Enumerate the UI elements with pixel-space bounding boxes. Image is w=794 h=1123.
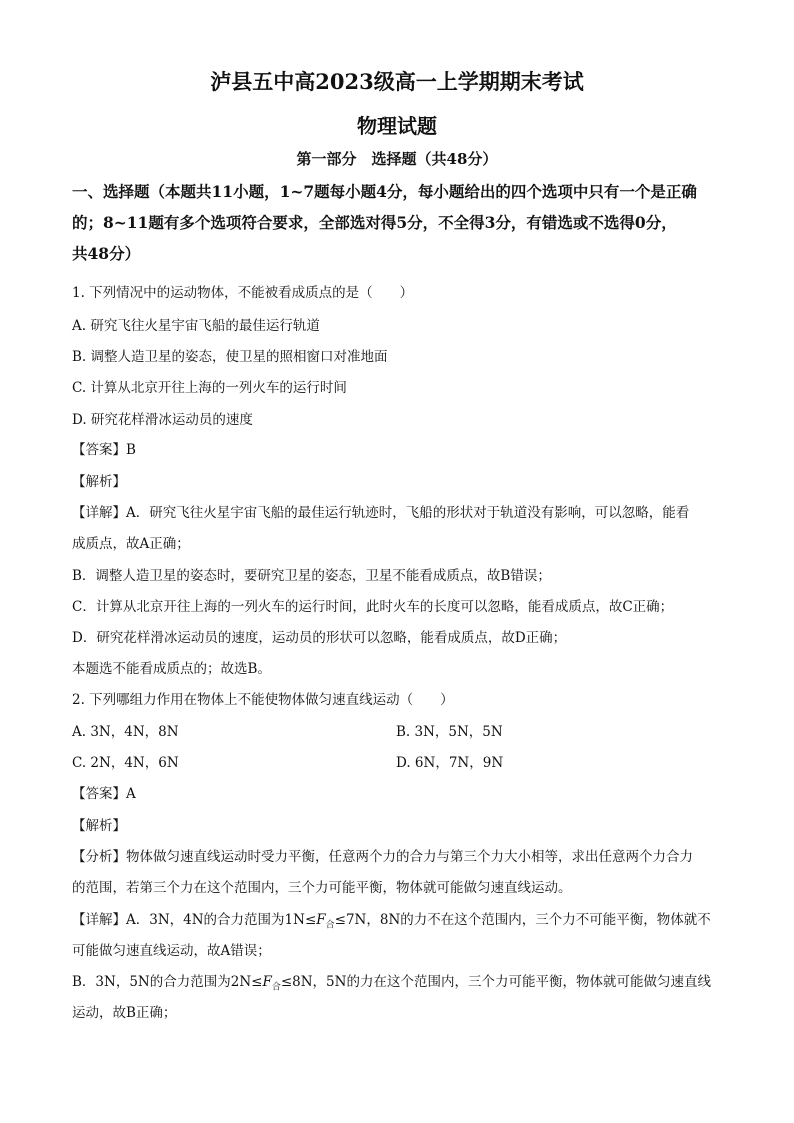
subject-title: 物理试题 xyxy=(357,114,437,138)
q2-option-d: D. 6N，7N，9N xyxy=(396,755,504,771)
force-symbol: F xyxy=(316,912,326,928)
q2-option-a: A. 3N，4N，8N xyxy=(72,724,179,740)
force-subscript: 合 xyxy=(271,982,281,993)
q1-detail-line: D．研究花样滑冰运动员的速度，运动员的形状可以忽略，能看成质点，故D正确； xyxy=(72,630,567,646)
q2-detail-a xyxy=(72,911,711,935)
detail-text: B．3N，5N的合力范围为2N≤ xyxy=(72,974,263,990)
q2-detail-b-line2: 运动，故B正确； xyxy=(72,1005,177,1021)
exam-title: 泸县五中高2023级高一上学期期末考试 xyxy=(210,69,584,94)
q1-option-d: D. 研究花样滑冰运动员的速度 xyxy=(72,412,253,428)
q2-analysis-label: 【解析】 xyxy=(72,818,126,834)
q1-answer: 【答案】B xyxy=(72,442,136,458)
q1-option-c: C. 计算从北京开往上海的一列火车的运行时间 xyxy=(72,380,347,396)
q2-answer: 【答案】A xyxy=(72,786,136,802)
q2-option-b: B. 3N，5N，5N xyxy=(396,724,503,740)
q2-detail-a-line2: 可能做匀速直线运动，故A错误； xyxy=(72,943,271,959)
q2-detail-b xyxy=(72,973,711,997)
q1-analysis-label: 【解析】 xyxy=(72,474,126,490)
part-heading: 第一部分 选择题（共48分） xyxy=(296,150,498,168)
q2-analysis-line: 【分析】物体做匀速直线运动时受力平衡，任意两个力的合力与第三个力大小相等，求出任意两个力合力 xyxy=(72,849,693,865)
instruction-line: 一、选择题（本题共11小题，1~7题每小题4分，每小题给出的四个选项中只有一个是正确 xyxy=(72,182,697,201)
q1-detail-line: 【详解】A．研究飞往火星宇宙飞船的最佳运行轨迹时，飞船的形状对于轨道没有影响，可以忽略，能看 xyxy=(72,505,690,521)
q1-detail-line: 本题选不能看成质点的；故选B。 xyxy=(72,661,271,677)
q2-analysis-line: 的范围，若第三个力在这个范围内，三个力可能平衡，物体就可能做匀速直线运动。 xyxy=(72,880,572,896)
q1-option-b: B. 调整人造卫星的姿态，使卫星的照相窗口对准地面 xyxy=(72,349,388,365)
q1-detail-line: C．计算从北京开往上海的一列火车的运行时间，此时火车的长度可以忽略，能看成质点，故C正确； xyxy=(72,599,674,615)
detail-text: ≤7N，8N的力不在这个范围内，三个力不可能平衡，物体就不 xyxy=(334,912,711,928)
q1-stem: 1. 下列情况中的运动物体，不能被看成质点的是（ ） xyxy=(72,285,414,301)
force-symbol: F xyxy=(262,974,272,990)
force-subscript: 合 xyxy=(325,920,335,931)
q2-option-c: C. 2N，4N，6N xyxy=(72,755,179,771)
detail-text: 【详解】A．3N，4N的合力范围为1N≤ xyxy=(72,912,317,928)
q2-stem: 2. 下列哪组力作用在物体上不能使物体做匀速直线运动（ ） xyxy=(72,692,454,708)
section-instructions xyxy=(72,176,727,269)
detail-text: ≤8N，5N的力在这个范围内，三个力可能平衡，物体就可能做匀速直线 xyxy=(280,974,711,990)
instruction-line: 的；8~11题有多个选项符合要求，全部选对得5分，不全得3分，有错选或不选得0分， xyxy=(72,213,677,232)
instruction-line: 共48分） xyxy=(72,244,141,263)
q1-option-a: A. 研究飞往火星宇宙飞船的最佳运行轨道 xyxy=(72,318,320,334)
q1-detail-line: 成质点，故A正确； xyxy=(72,536,190,552)
q1-detail-line: B．调整人造卫星的姿态时，要研究卫星的姿态，卫星不能看成质点，故B错误； xyxy=(72,568,551,584)
